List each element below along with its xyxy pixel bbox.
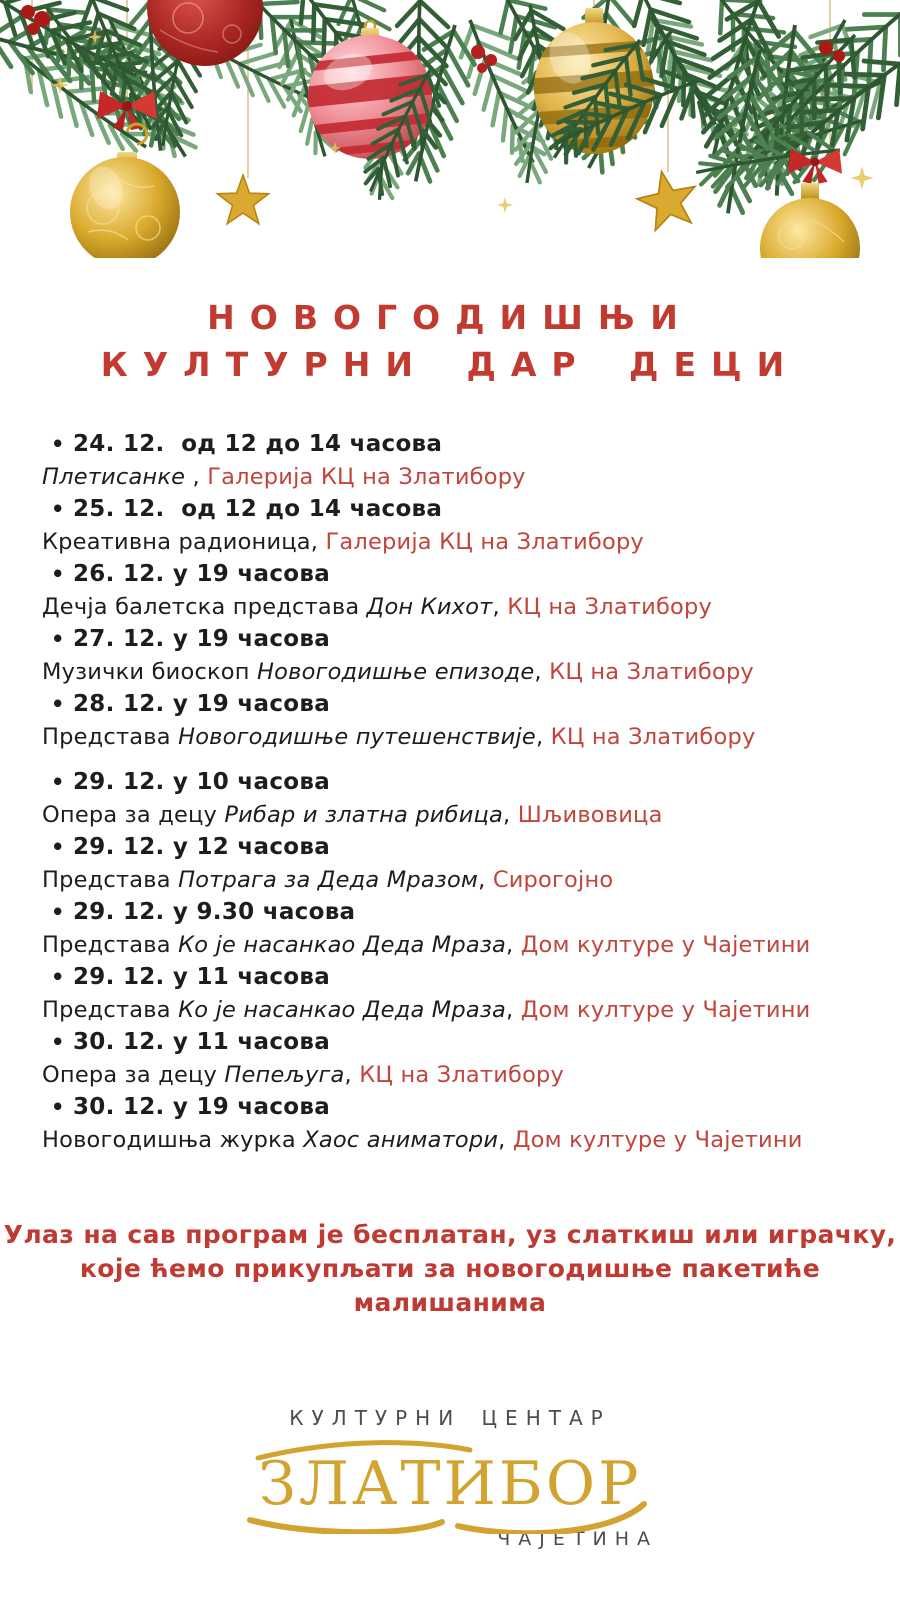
event-title: Ко је насанкао Деда Мраза: [178, 996, 507, 1023]
event-date: 28. 12. у 19 часова: [73, 691, 331, 717]
event-detail: Представа Ко је насанкао Деда Мраза, Дом културе у Чајетини: [42, 931, 811, 958]
event-date-line: [42, 493, 860, 526]
event-item: [42, 1026, 860, 1091]
event-date-line: [42, 1026, 860, 1059]
event-date-line: [42, 961, 860, 994]
event-date-line: [42, 623, 860, 656]
event-item: [42, 623, 860, 688]
event-location: Сирогојно: [492, 866, 614, 893]
event-item: [42, 493, 860, 558]
event-location: Дом културе у Чајетини: [512, 1126, 803, 1153]
event-detail: Плетисанке , Галерија КЦ на Златибору: [42, 463, 526, 490]
event-title: Рибар и златна рибица: [224, 801, 504, 828]
gold-star: [633, 165, 702, 232]
bullet-icon: •: [51, 432, 65, 456]
event-title: Пепељуга: [224, 1061, 345, 1088]
event-title: Ко је насанкао Деда Мраза: [178, 931, 507, 958]
event-date: 30. 12. у 11 часова: [73, 1029, 331, 1055]
event-title: Дон Кихот: [366, 593, 493, 620]
note-line-2: које ћемо прикупљати за новогодишње пакетиће малишанима: [79, 1254, 821, 1317]
gold-star: [217, 175, 268, 224]
bullet-icon: •: [51, 627, 65, 651]
free-entry-note: [0, 1218, 900, 1320]
bullet-icon: •: [51, 562, 65, 586]
logo-main-text: ЗЛАТИБОР: [258, 1449, 642, 1519]
event-location: КЦ на Златибору: [507, 593, 712, 620]
event-date: 29. 12. у 11 часова: [73, 964, 331, 990]
event-detail: Опера за децу Рибар и златна рибица, Шљивовица: [42, 801, 663, 828]
bullet-icon: •: [51, 900, 65, 924]
event-location: Галерија КЦ на Златибору: [207, 463, 526, 490]
event-date: 26. 12. у 19 часова: [73, 561, 331, 587]
event-date: 30. 12. у 19 часова: [73, 1094, 331, 1120]
bullet-icon: •: [51, 965, 65, 989]
event-item: [42, 688, 860, 753]
bullet-icon: •: [51, 497, 65, 521]
event-detail: Креативна радионица, Галерија КЦ на Златибору: [42, 528, 644, 555]
event-title: Новогодишње путешенствије: [178, 723, 536, 750]
event-date: 25. 12. од 12 до 14 часова: [73, 496, 443, 522]
event-date-line: [42, 766, 860, 799]
event-title: Плетисанке: [42, 463, 186, 490]
event-detail: Опера за децу Пепељуга, КЦ на Златибору: [42, 1061, 565, 1088]
event-detail: Представа Новогодишње путешенствије, КЦ на Златибору: [42, 723, 756, 750]
kc-zlatibor-logo: [0, 1406, 900, 1550]
logo-swoosh-bottom-left: [250, 1520, 442, 1532]
event-location: Дом културе у Чајетини: [520, 931, 811, 958]
logo-wordmark: [220, 1434, 680, 1534]
event-item: [42, 766, 860, 831]
bullet-icon: •: [51, 835, 65, 859]
event-detail: Музички биоскоп Новогодишње епизоде, КЦ на Златибору: [42, 658, 754, 685]
event-title: Хаос аниматори: [303, 1126, 499, 1153]
title-line-2: КУЛТУРНИ ДАР ДЕЦИ: [100, 345, 800, 384]
event-detail: Представа Ко је насанкао Деда Мраза, Дом културе у Чајетини: [42, 996, 811, 1023]
event-date-line: [42, 428, 860, 461]
logo-bottom-label: ЧАЈЕТИНА: [497, 1528, 658, 1550]
event-date-line: [42, 688, 860, 721]
event-detail: Дечја балетска представа Дон Кихот, КЦ на Златибору: [42, 593, 712, 620]
poster-title: [0, 294, 900, 388]
christmas-header-art: [0, 0, 900, 258]
note-line-1: Улаз на сав програм је бесплатан, уз слаткиш или играчку,: [3, 1220, 897, 1249]
event-date-line: [42, 558, 860, 591]
event-title: Новогодишње епизоде: [257, 658, 535, 685]
event-item: [42, 831, 860, 896]
event-detail: Представа Потрага за Деда Мразом, Сирогојно: [42, 866, 614, 893]
bullet-icon: •: [51, 1030, 65, 1054]
bullet-icon: •: [51, 770, 65, 794]
event-title: Потрага за Деда Мразом: [178, 866, 479, 893]
event-date-line: [42, 896, 860, 929]
event-item: [42, 961, 860, 1026]
event-list: [42, 428, 860, 1156]
event-date: 29. 12. у 12 часова: [73, 834, 331, 860]
bullet-icon: •: [51, 692, 65, 716]
event-item: [42, 428, 860, 493]
event-item: [42, 558, 860, 623]
bullet-icon: •: [51, 1095, 65, 1119]
title-line-1: НОВОГОДИШЊИ: [207, 298, 693, 337]
event-date-line: [42, 1091, 860, 1124]
event-location: Галерија КЦ на Златибору: [325, 528, 644, 555]
event-date: 27. 12. у 19 часова: [73, 626, 331, 652]
event-location: Дом културе у Чајетини: [520, 996, 811, 1023]
event-item: [42, 896, 860, 961]
event-detail: Новогодишња журка Хаос аниматори, Дом културе у Чајетини: [42, 1126, 803, 1153]
event-date: 24. 12. од 12 до 14 часова: [73, 431, 443, 457]
event-location: Шљивовица: [517, 801, 663, 828]
event-location: КЦ на Златибору: [549, 658, 754, 685]
event-location: КЦ на Златибору: [550, 723, 756, 750]
logo-top-label: КУЛТУРНИ ЦЕНТАР: [289, 1406, 611, 1430]
event-date: 29. 12. у 10 часова: [73, 769, 331, 795]
event-item: [42, 1091, 860, 1156]
event-location: КЦ на Златибору: [359, 1061, 565, 1088]
event-date-line: [42, 831, 860, 864]
event-date: 29. 12. у 9.30 часова: [73, 899, 356, 925]
